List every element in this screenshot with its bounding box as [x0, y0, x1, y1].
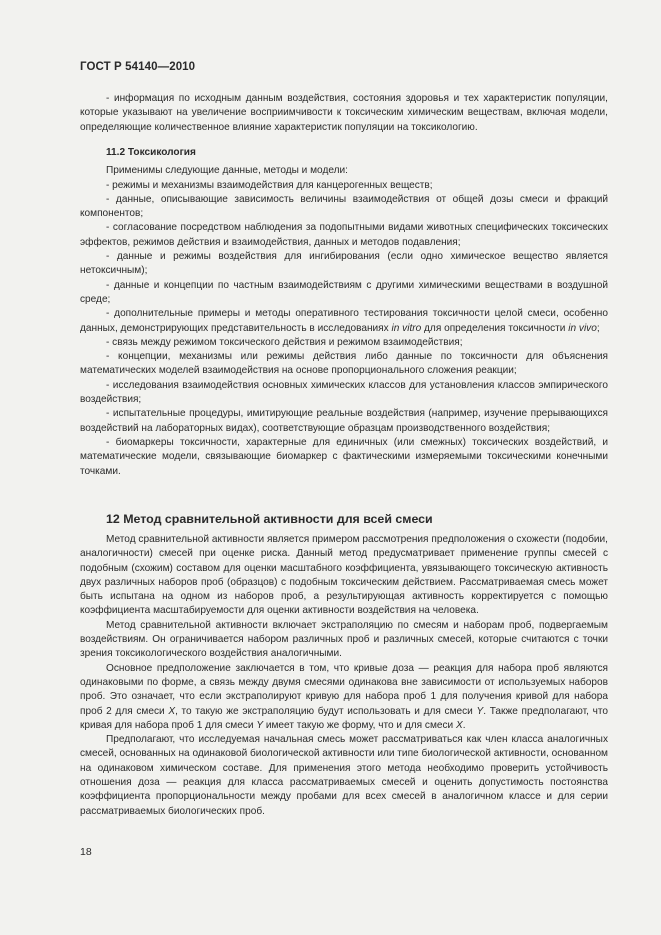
list-item: - согласование посредством наблюдения за подопытными видами животных специфических токсических эффектов, режимов действия и взаимодействия, данных и методов подавления; [80, 222, 608, 248]
list-item: - концепции, механизмы или режимы действия либо данные по токсичности для объяснения математических моделей взаимодействия на основе пропорционального сложения реакции; [80, 351, 608, 377]
list-item: Применимы следующие данные, методы и модели: [106, 165, 348, 177]
list-item: - дополнительные примеры и методы оперативного тестирования токсичности целой смеси, особенно данных, демонстрирующих представительность в исследованиях in vitro для определения токсичности in vivo; [80, 308, 608, 334]
section-12-body [80, 533, 608, 819]
list-item: - исследования взаимодействия основных химических классов для установления классов эмпирического воздействия; [80, 379, 608, 406]
list-item: - режимы и механизмы взаимодействия для канцерогенных веществ; [106, 179, 433, 191]
intro-block [80, 92, 608, 135]
body-paragraph: Основное предположение заключается в том, что кривые доза — реакция для набора проб являются одинаковыми по форме, а связь между двумя смесями одинакова вне зависимости от используемых наборов проб. Это означает, что если экстраполируют кривую для набора проб 1 для получения кривой для набора проб 2 для смеси X, то такую же экстраполяцию будут использовать и для смеси Y. Также предполагают, что кривая для набора проб 1 для смеси Y имеет такую же форму, что и для смеси X. [80, 662, 609, 731]
list-item: - данные, описывающие зависимость величины взаимодействия от общей дозы смеси и фракций компонентов; [80, 193, 608, 220]
page-number: 18 [80, 846, 92, 858]
body-paragraph: Метод сравнительной активности включает экстраполяцию по смесям и наборам проб, подвергаемым воздействиям. Он ограничивается набором различных проб и различных смесей, которые считаются с точки зрения токсикологического воздействия аналогичными. [80, 619, 608, 660]
standard-header: ГОСТ Р 54140—2010 [80, 61, 196, 73]
body-paragraph: Метод сравнительной активности является примером рассмотрения предположения о схожести (подобии, аналогичности) смесей при оценке риска. Данный метод предусматривает применение группы смесей с подобным (схожим) составом для оценки масштабного коэффициента, увязывающего токсическую активность двух различных наборов проб (образцов) с подобным токсическим действием. Рассматриваемая смесь может быть испытана на одном из наборов проб, а результирующая активность корректируется с помощью коэффициента масштабируемости для оценки активности воздействия на человека. [80, 534, 608, 617]
list-item: - биомаркеры токсичности, характерные для единичных (или смежных) токсических воздействий, и математические модели, связывающие биомаркер с фактическими измеряемыми токсическими конечными точками. [80, 436, 608, 477]
list-item: - испытательные процедуры, имитирующие реальные воздействия (например, изучение прерывающихся воздействий на лабораторных видах), соответствующие образцам производственного воздействия; [80, 408, 608, 434]
section-11-2-heading: 11.2 Токсикология [106, 147, 196, 158]
section-11-2 [80, 146, 608, 479]
list-item: - данные и концепции по частным взаимодействиям с другими химическими веществами в воздушной среде; [80, 279, 608, 305]
list-item: - связь между режимом токсического действия и режимом взаимодействия; [106, 336, 463, 348]
body-paragraph: Предполагают, что исследуемая начальная смесь может рассматриваться как член класса аналогичных смесей, основанных на одинаковой биологической активности или типе биологической активности, основанном на одинаковом химическом составе. Для применения этого метода необходимо проверить устойчивость отношения доза — реакция для класса рассматриваемых смесей и оценить допустимость постоянства коэффициента пропорциональности между пробами для всех смесей в аналогичном классе и для серии рассматриваемых биологических проб. [80, 734, 608, 817]
list-item: - данные и режимы воздействия для ингибирования (если одно химическое вещество является нетоксичным); [80, 251, 608, 277]
intro-paragraph: - информация по исходным данным воздействия, состояния здоровья и тех характеристик популяции, которые указывают на увеличение восприимчивости к токсическим химическим веществам, включая модели, определяющие количественное влияние характеристик популяции на токсикологию. [80, 93, 608, 133]
section-12-heading: 12 Метод сравнительной активности для всей смеси [106, 512, 433, 526]
